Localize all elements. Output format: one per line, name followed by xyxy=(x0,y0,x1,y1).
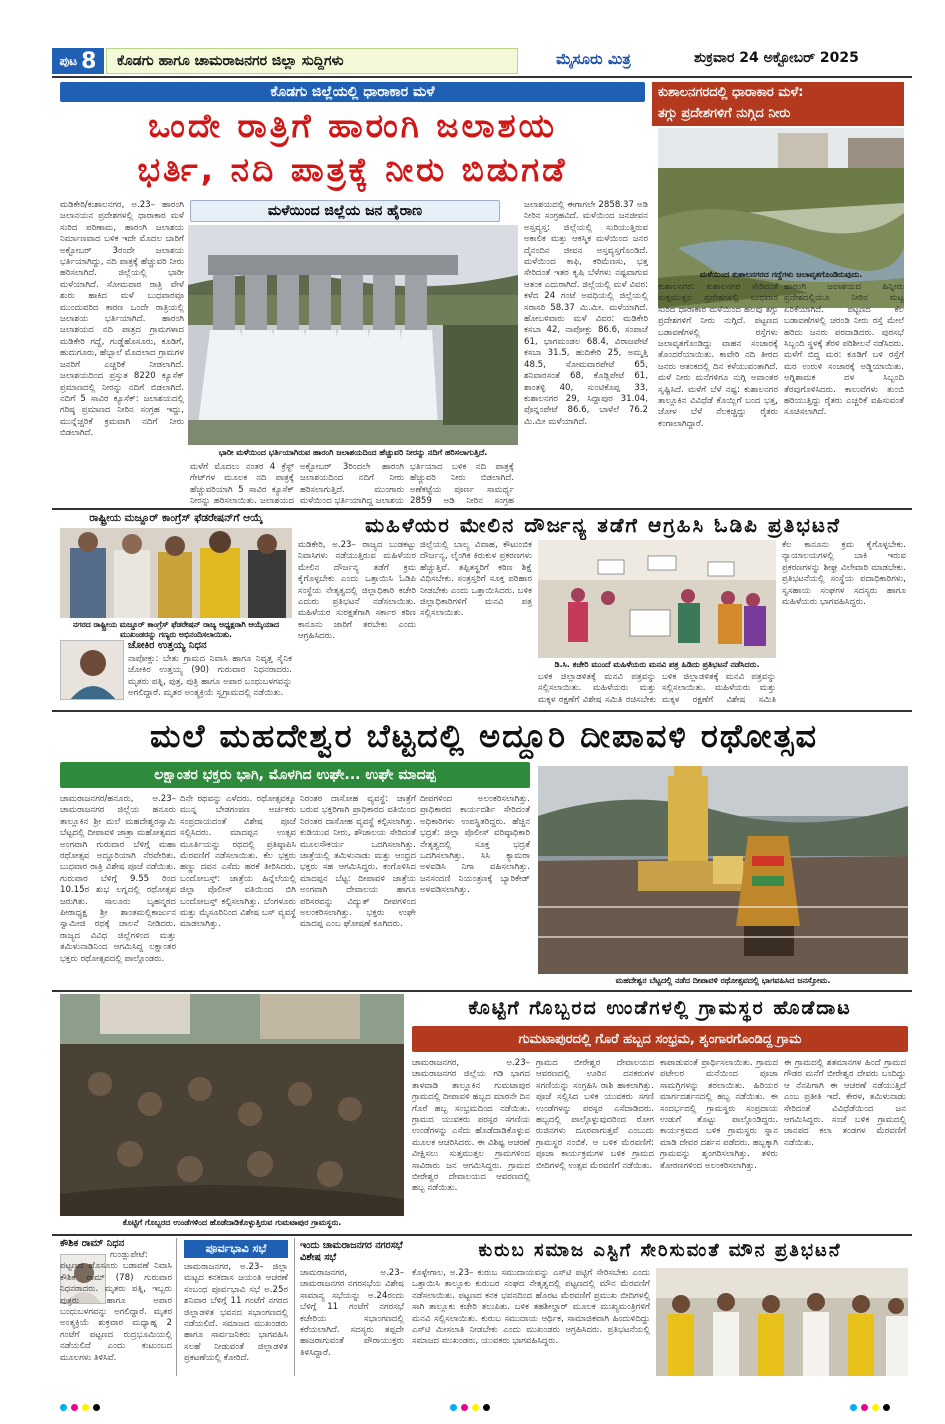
section-rule-2 xyxy=(52,710,912,712)
protest-body-col4: ಕೆಲ ಕಾನೂನು ಕ್ರಮ ಕೈಗೊಳ್ಳಬೇಕು. ನ್ಯಾಯಾಲಯಗಳಲ್ಲಿ ಬಾಕಿ ಇರುವ ಪ್ರಕರಣಗಳನ್ನು ಶೀಘ್ರ ವಿಲೇವಾರಿ ಮಾಡಬೇಕು. ಪ್ರತಿಭಟನೆಯಲ್ಲಿ ಸಂಸ್ಥೆಯ ಪದಾಧಿಕಾರಿಗಳು, ಸ್ವಸಹಾಯ ಸಂಘಗಳ ಸದಸ್ಯರು ಹಾಗೂ ಮಹಿಳೆಯರು ಭಾಗವಹಿಸಿದ್ದರು. xyxy=(782,540,906,608)
silent-protest-illustration xyxy=(656,1268,908,1376)
lead-subhead: ಮಳೆಯಿಂದ ಜಿಲ್ಲೆಯ ಜನ ಹೈರಾಣ xyxy=(190,200,500,222)
flood-photo xyxy=(658,128,904,308)
kuruba-headline: ಕುರುಬ ಸಮಾಜ ಎಸ್ಟಿಗೆ ಸೇರಿಸುವಂತೆ ಮೌನ ಪ್ರತಿಭಟನೆ xyxy=(478,1240,842,1261)
flood-photo-caption: ಮಳೆಯಿಂದ ಕುಶಾಲನಗರದ ಗದ್ದೆಗಳು ಜಲಾವೃತಗೊಂಡಿರುವುದು. xyxy=(699,270,863,279)
rathotsava-kicker: ಲಕ್ಷಾಂತರ ಭಕ್ತರು ಭಾಗಿ, ಮೊಳಗಿದ ಉಘೇ... ಉಘೇ ಮಾದಪ್ಪ xyxy=(60,762,530,788)
rathotsava-photo-caption: ಮಹದೇಶ್ವರ ಬೆಟ್ಟದಲ್ಲಿ ನಡೆದ ದೀಪಾವಳಿ ರಥೋತ್ಸವದಲ್ಲಿ ಭಾಗವಹಿಸಿದ ಜನಸ್ತೋಮ. xyxy=(615,976,831,985)
gorehabba-body-col2: ಗ್ರಾಮದ ಬೀರೇಶ್ವರ ದೇವಾಲಯದ ಆವರಣದಲ್ಲಿ ಊರಿನ ದನಕರುಗಳ ಸಗಣಿಯನ್ನು ಸಂಗ್ರಹಿಸಿ ರಾಶಿ ಹಾಕಲಾಗಿತ್ತು. ಪೂಜೆ ಸಲ್ಲಿಸಿದ ಬಳಿಕ ಯುವಕರು ಸಗಣಿ ಉಂಡೆಗಳನ್ನು ಪರಸ್ಪರ ಎಸೆದಾಡಿದರು. ಹಬ್ಬದಲ್ಲಿ ಪಾಲ್ಗೊಳ್ಳುವುದರಿಂದ ರೋಗ ರುಜಿನಗಳು ದೂರವಾಗುತ್ತವೆ ಎಂಬುದು ಗ್ರಾಮಸ್ಥರ ನಂಬಿಕೆ. ಆ ಬಳಿಕ ಮೆರವಣಿಗೆ: ಪೂಜಾ ಕಾರ್ಯಕ್ರಮಗಳ ಬಳಿಕ ಗ್ರಾಮದ ಬೀದಿಗಳಲ್ಲಿ ಉತ್ಸವ ಮೆರವಣಿಗೆ ನಡೆಯಿತು. xyxy=(536,1058,654,1171)
dam-photo-caption: ಭಾರೀ ಮಳೆಯಿಂದ ಭರ್ತಿಯಾಗಿರುವ ಹಾರಂಗಿ ಜಲಾಶಯದಿಂದ ಹೆಚ್ಚುವರಿ ನೀರನ್ನು ನದಿಗೆ ಹರಿಸಲಾಗುತ್ತಿದೆ. xyxy=(218,448,488,457)
issue-date: ಶುಕ್ರವಾರ 24 ಅಕ್ಟೋಬರ್ 2025 xyxy=(694,50,859,66)
obituary2-text: ಗುಂಡ್ಲುಪೇಟೆ: ಪಟ್ಟಣದ ಹೊಸೂರು ಬಡಾವಣೆ ನಿವಾಸಿ ಕೌಶಿಕ ರಾಮ್ (78) ಗುರುವಾರ ನಿಧನರಾದರು. ಮೃತರು ಪತ್ನಿ, ಇಬ್ಬರು ಪುತ್ರರು ಹಾಗೂ ಅಪಾರ ಬಂಧುಬಳಗವನ್ನು ಅಗಲಿದ್ದಾರೆ. ಮೃತರ ಅಂತ್ಯಕ್ರಿಯೆ ಶುಕ್ರವಾರ ಮಧ್ಯಾಹ್ನ 2 ಗಂಟೆಗೆ ಪಟ್ಟಣದ ರುದ್ರಭೂಮಿಯಲ್ಲಿ ನಡೆಯಲಿದೆ ಎಂದು ಕುಟುಂಬದ ಮೂಲಗಳು ತಿಳಿಸಿವೆ. xyxy=(60,1250,172,1363)
rathotsava-photo xyxy=(538,766,908,974)
section-title: ಕೊಡಗು ಹಾಗೂ ಚಾಮರಾಜನಗರ ಜಿಲ್ಲಾ ಸುದ್ದಿಗಳು xyxy=(106,48,518,74)
registration-marks-right xyxy=(850,1396,894,1415)
gorehabba-photo xyxy=(60,994,404,1216)
lead-body-col4: ಭರ್ತಿಯಾದ ಬಳಿಕ ನದಿ ಪಾತ್ರಕ್ಕೆ ಹೆಚ್ಚುವರಿ ನೀರು ಬಿಡಲಾಗಿದೆ. ಅಣೆಕಟ್ಟೆಯ ಪೂರ್ಣ ಸಾಮರ್ಥ್ಯ 2859 ಅಡಿ ನೀರಿನ ಸಂಗ್ರಹ xyxy=(410,462,514,506)
obituary1-portrait xyxy=(60,640,124,700)
sabhe2-title: ಇಂದು ಚಾಮರಾಜನಗರ ನಗರಸಭೆ ವಿಶೇಷ ಸಭೆ xyxy=(300,1240,403,1263)
lead-body-right: ಜಲಾಶಯದಲ್ಲಿ ಈಗಾಗಲೇ 2858.37 ಅಡಿ ನೀರಿನ ಸಂಗ್ರಹವಿದೆ. ಮಳೆಯಿಂದ ಜನಜೀವನ ಅಸ್ತವ್ಯಸ್ತ: ಜಿಲ್ಲೆಯಲ್ಲಿ ಸುರಿಯುತ್ತಿರುವ ಅಕಾಲಿಕ ಮತ್ತು ಆಕಸ್ಮಿಕ ಮಳೆಯಿಂದ ಜನರ ದೈನಂದಿನ ಜೀವನ ಅಸ್ತವ್ಯಸ್ತಗೊಂಡಿದೆ. ಮಳೆಯಿಂದ ಕಾಫಿ, ಕರಿಮೆಣಸು, ಭತ್ತ ಸೇರಿದಂತೆ ಇತರ ಕೃಷಿ ಬೆಳೆಗಳು ನಷ್ಟವಾಗುವ ಆತಂಕ ಎದುರಾಗಿದೆ. ಜಿಲ್ಲೆಯಲ್ಲಿ ಮಳೆ ವಿವರ: ಕಳೆದ 24 ಗಂಟೆ ಅವಧಿಯಲ್ಲಿ ಜಿಲ್ಲೆಯಲ್ಲಿ ಸರಾಸರಿ 58.37 ಮಿ.ಮೀ. ಮಳೆಯಾಗಿದೆ. ಹೋಬಳಿವಾರು ಮಳೆ ವಿವರ: ಮಡಿಕೇರಿ ಕಸಬಾ 42, ನಾಪೋಕ್ಲು 86.6, ಸಂಪಾಜೆ 61, ಭಾಗಮಂಡಲ 68.4, ವಿರಾಜಪೇಟೆ ಕಸಬಾ 31.5, ಹುದಿಕೇರಿ 25, ಅಮ್ಮತ್ತಿ 48.5, ಸೋಮವಾರಪೇಟೆ 65, ಶನಿವಾರಸಂತೆ 68, ಕೊಡ್ಲಿಪೇಟೆ 61, ಶಾಂತಳ್ಳಿ 40, ಸುಂಟಿಕೊಪ್ಪ 33, ಕುಶಾಲನಗರ 29, ಸಿದ್ದಾಪುರ 31.04, ಪೊನ್ನಂಪೇಟೆ 86.6, ಬಾಳೆಲೆ 76.2 ಮಿ.ಮೀ ಮಳೆಯಾಗಿದೆ. xyxy=(524,200,648,427)
protest-body-col1: ಮಡಿಕೇರಿ, ಅ.23– ರಾಜ್ಯದ ಬುಡಕಟ್ಟು ನಿವಾಸಿಗಳು ನಡೆಯುತ್ತಿರುವ ಮಹಿಳೆಯರ ಮೇಲಿನ ದೌರ್ಜನ್ಯ ತಡೆಗೆ ಕ್ರಮ ಕೈಗೊಳ್ಳಬೇಕು ಎಂದು ಒತ್ತಾಯಿಸಿ ಓಡಿಪಿ ಸಂಸ್ಥೆಯ ನೇತೃತ್ವದಲ್ಲಿ ಜಿಲ್ಲಾಧಿಕಾರಿ ಕಚೇರಿ ಎದುರು ಪ್ರತಿಭಟನೆ ನಡೆಸಲಾಯಿತು. ಮಹಿಳೆಯರ ಸುರಕ್ಷತೆಗಾಗಿ ಸರ್ಕಾರ ಕಠಿಣ ಕಾನೂನು ಜಾರಿಗೆ ತರಬೇಕು ಎಂದು ಆಗ್ರಹಿಸಿದರು. xyxy=(298,540,416,642)
kuruba-text: ಕೊಳ್ಳೇಗಾಲ, ಅ.23– ಕುರುಬ ಸಮುದಾಯವನ್ನು ಎಸ್‌ಟಿ ಪಟ್ಟಿಗೆ ಸೇರಿಸಬೇಕು ಎಂದು ಒತ್ತಾಯಿಸಿ ತಾಲ್ಲೂಕು ಕುರುಬರ ಸಂಘದ ನೇತೃತ್ವದಲ್ಲಿ ಪಟ್ಟಣದಲ್ಲಿ ಮೌನ ಮೆರವಣಿಗೆ ನಡೆಸಲಾಯಿತು. ಪಟ್ಟಣದ ಕನಕ ಭವನದಿಂದ ಹೊರಟ ಮೆರವಣಿಗೆ ಪ್ರಮುಖ ಬೀದಿಗಳಲ್ಲಿ ಸಾಗಿ ತಾಲ್ಲೂಕು ಕಚೇರಿ ತಲುಪಿತು. ಬಳಿಕ ತಹಶೀಲ್ದಾರ್ ಮೂಲಕ ಮುಖ್ಯಮಂತ್ರಿಗಳಿಗೆ ಮನವಿ ಸಲ್ಲಿಸಲಾಯಿತು. ಕುರುಬ ಸಮುದಾಯ ಆರ್ಥಿಕ, ಸಾಮಾಜಿಕವಾಗಿ ಹಿಂದುಳಿದಿದ್ದು ಎಸ್‌ಟಿ ಮೀಸಲಾತಿ ನೀಡಬೇಕು ಎಂದು ಮುಖಂಡರು ಆಗ್ರಹಿಸಿದರು. ಪ್ರತಿಭಟನೆಯಲ್ಲಿ ಸಮಾಜದ ಮುಖಂಡರು, ಯುವಕರು ಭಾಗವಹಿಸಿದ್ದರು. xyxy=(412,1268,650,1347)
column-divider-1 xyxy=(176,1238,177,1376)
dam-illustration xyxy=(188,225,518,445)
protest-illustration xyxy=(538,540,776,658)
kushalnagar-body-col1: ಕುಶಾಲನಗರ: ಕುಶಾಲನಗರ ಸೇರಿದಂತೆ ಸುತ್ತಮುತ್ತಲ ಪ್ರದೇಶಗಳಲ್ಲಿ ಬುಧವಾರ ಸುರಿದ ಧಾರಾಕಾರ ಮಳೆಯಿಂದ ಹಲವು ತಗ್ಗು ಪ್ರದೇಶಗಳಿಗೆ ನೀರು ನುಗ್ಗಿದೆ. ಪಟ್ಟಣದ ಬಡಾವಣೆಗಳಲ್ಲಿ ರಸ್ತೆಗಳು ಜಲಾವೃತಗೊಂಡಿದ್ದು ವಾಹನ ಸಂಚಾರಕ್ಕೆ ತೊಂದರೆಯಾಯಿತು. ಕಾವೇರಿ ನದಿ ತೀರದ ಜನರು ಆತಂಕದಲ್ಲಿ ದಿನ ಕಳೆಯುವಂತಾಗಿದೆ. ಮಳೆ ನೀರು ಮನೆಗಳಿಗೂ ನುಗ್ಗಿ ಅವಾಂತರ ಸೃಷ್ಟಿಸಿದೆ. ಮಳೆಗೆ ಬೆಳೆ ನಷ್ಟ: ಕುಶಾಲನಗರ ತಾಲ್ಲೂಕಿನ ವಿವಿಧೆಡೆ ಕೊಯ್ಲಿಗೆ ಬಂದ ಭತ್ತ, ಜೋಳ ಬೆಳೆ ನೆಲಕಚ್ಚಿದ್ದು ರೈತರು ಕಂಗಾಲಾಗಿದ್ದಾರೆ. xyxy=(658,282,778,429)
gorehabba-photo-caption: ಕೊಟ್ಟಿಗೆ ಗೊಬ್ಬರದ ಉಂಡೆಗಳಿಂದ ಹೊಡೆದಾಡಿಕೊಳ್ಳುತ್ತಿರುವ ಗುಮಟಾಪುರ ಗ್ರಾಮಸ್ಥರು. xyxy=(122,1218,342,1227)
rmcf-photo xyxy=(60,528,292,618)
obituary2-title: ಕೌಶಿಕ ರಾಮ್ ನಿಧನ xyxy=(60,1238,125,1249)
protest-headline: ಮಹಿಳೆಯರ ಮೇಲಿನ ದೌರ್ಜನ್ಯ ತಡೆಗೆ ಆಗ್ರಹಿಸಿ ಓಡಿಪಿ ಪ್ರತಿಭಟನೆ xyxy=(365,513,841,537)
obituary1-text: ನಾಪೋಕ್ಲು: ಬೇತು ಗ್ರಾಮದ ನಿವಾಸಿ ಹಾಗೂ ನಿವೃತ್ತ ಸೈನಿಕ ಚೋಕಿರ ಉತ್ತಯ್ಯ (90) ಗುರುವಾರ ನಿಧನರಾದರು. ಮೃತರು ಪತ್ನಿ, ಪುತ್ರ, ಪುತ್ರಿ ಹಾಗೂ ಅಪಾರ ಬಂಧುಬಳಗವನ್ನು ಅಗಲಿದ್ದಾರೆ. ಮೃತರ ಅಂತ್ಯಕ್ರಿಯೆ ಸ್ವಗ್ರಾಮದಲ್ಲಿ ನಡೆಯಿತು. xyxy=(128,654,292,699)
dung-festival-illustration xyxy=(60,994,404,1216)
group-photo-illustration xyxy=(60,528,292,618)
gorehabba-body-col1: ಚಾಮರಾಜನಗರ, ಅ.23– ಚಾಮರಾಜನಗರ ಜಿಲ್ಲೆಯ ಗಡಿ ಭಾಗದ ತಾಳವಾಡಿ ತಾಲ್ಲೂಕಿನ ಗುಮಟಾಪುರ ಗ್ರಾಮದಲ್ಲಿ ದೀಪಾವಳಿ ಹಬ್ಬದ ಮಾರನೇ ದಿನ ಗೊರೆ ಹಬ್ಬ ಸಂಭ್ರಮದಿಂದ ನಡೆಯಿತು. ಗ್ರಾಮದ ಯುವಕರು ಪರಸ್ಪರ ಸಗಣಿಯ ಉಂಡೆಗಳನ್ನು ಎಸೆದು ಹೊಡೆದಾಡಿಕೊಳ್ಳುವ ಮೂಲಕ ಆಚರಿಸಿದರು. ಈ ವಿಶಿಷ್ಟ ಆಚರಣೆ ವೀಕ್ಷಿಸಲು ಸುತ್ತಮುತ್ತಲ ಗ್ರಾಮಗಳಿಂದ ಸಾವಿರಾರು ಜನ ಆಗಮಿಸಿದ್ದರು. ಗ್ರಾಮದ ಬೀರೇಶ್ವರ ದೇವಾಲಯದ ಆವರಣದಲ್ಲಿ ಹಬ್ಬ ನಡೆಯಿತು. xyxy=(412,1058,530,1194)
section-rule-4 xyxy=(52,1234,912,1236)
rathotsava-headline: ಮಲೆ ಮಹದೇಶ್ವರ ಬೆಟ್ಟದಲ್ಲಿ ಅದ್ದೂರಿ ದೀಪಾವಳಿ ರಥೋತ್ಸವ xyxy=(149,717,819,755)
gorehabba-body-col3: ಕಾಪಾಡುವಂತೆ ಪ್ರಾರ್ಥಿಸಲಾಯಿತು. ಗ್ರಾಮದ ಪಟೇಲರ ಮನೆಯಿಂದ ಪೂಜಾ ಸಾಮಗ್ರಿಗಳನ್ನು ತರಲಾಯಿತು. ಹಿರಿಯರ ಮಾರ್ಗದರ್ಶನದಲ್ಲಿ ಹಬ್ಬ ನಡೆಯಿತು. ಈ ಸಂದರ್ಭದಲ್ಲಿ ಗ್ರಾಮಸ್ಥರು ಸಂಪ್ರದಾಯ ಉಡುಗೆ ತೊಟ್ಟು ಪಾಲ್ಗೊಂಡಿದ್ದರು. ಕಾರ್ಯಕ್ರಮದ ಬಳಿಕ ಗ್ರಾಮಸ್ಥರು ಸ್ನಾನ ಮಾಡಿ ದೇವರ ದರ್ಶನ ಪಡೆದರು. ಹಬ್ಬಕ್ಕಾಗಿ ಗ್ರಾಮವನ್ನು ಶೃಂಗರಿಸಲಾಗಿತ್ತು. ತಳಿರು ತೋರಣಗಳಿಂದ ಅಲಂಕರಿಸಲಾಗಿತ್ತು. xyxy=(660,1058,778,1171)
gorehabba-body-col4: ಈ ಗ್ರಾಮದಲ್ಲಿ ಶತಮಾನಗಳ ಹಿಂದೆ ಗ್ರಾಮದ ಗೌಡರ ಮನೆಗೆ ಬೀರೇಶ್ವರ ದೇವರು ಬಂದಿದ್ದು ಆ ನೆನಪಿಗಾಗಿ ಈ ಆಚರಣೆ ನಡೆಯುತ್ತಿದೆ ಎಂಬ ಪ್ರತೀತಿ ಇದೆ. ಕೇರಳ, ತಮಿಳುನಾಡು ಸೇರಿದಂತೆ ವಿವಿಧೆಡೆಯಿಂದ ಜನ ಆಗಮಿಸಿದ್ದರು. ಸಂಜೆ ಬಳಿಕ ಗ್ರಾಮದಲ್ಲಿ ಜಾನಪದ ಕಲಾ ತಂಡಗಳ ಮೆರವಣಿಗೆ ನಡೆಯಿತು. xyxy=(784,1058,906,1148)
sabhe1-text: ಚಾಮರಾಜನಗರ, ಅ.23– ಜಿಲ್ಲಾ ಮಟ್ಟದ ಕನಕದಾಸ ಜಯಂತಿ ಆಚರಣೆ ಸಂಬಂಧ ಪೂರ್ವಭಾವಿ ಸಭೆ ಅ.25ರ ಶನಿವಾರ ಬೆಳಿಗ್ಗೆ 11 ಗಂಟೆಗೆ ನಗರದ ಜಿಲ್ಲಾಡಳಿತ ಭವನದ ಸಭಾಂಗಣದಲ್ಲಿ ನಡೆಯಲಿದೆ. ಸಮಾಜದ ಮುಖಂಡರು ಹಾಗೂ ಸಾರ್ವಜನಿಕರು ಭಾಗವಹಿಸಿ ಸಲಹೆ ನೀಡುವಂತೆ ಜಿಲ್ಲಾಡಳಿತ ಪ್ರಕಟಣೆಯಲ್ಲಿ ಕೋರಿದೆ. xyxy=(184,1262,288,1364)
rathotsava-body-col3: ನಿರಂತರ ದಾಸೋಹ ವ್ಯವಸ್ಥೆ: ಜಾತ್ರೆಗೆ ಬರುವ ಭಕ್ತರಿಗಾಗಿ ಪ್ರಾಧಿಕಾರದ ವತಿಯಿಂದ ನಿರಂತರ ದಾಸೋಹ ವ್ಯವಸ್ಥೆ ಕಲ್ಪಿಸಲಾಗಿತ್ತು. ಕುಡಿಯುವ ನೀರು, ಶೌಚಾಲಯ ಸೇರಿದಂತೆ ಮೂಲಸೌಕರ್ಯ ಒದಗಿಸಲಾಗಿತ್ತು. ಜಾತ್ರೆಯಲ್ಲಿ ತಮಿಳುನಾಡು ಮತ್ತು ಆಂಧ್ರದ ಭಕ್ತರು ಸಹ ಆಗಮಿಸಿದ್ದರು. ಕಂಗೊಳಿಸಿದ ಮಾದಪ್ಪನ ಬೆಟ್ಟ: ದೀಪಾವಳಿ ಜಾತ್ರೆಯ ಅಂಗವಾಗಿ ದೇವಾಲಯ ಹಾಗೂ ಪರಿಸರವನ್ನು ವಿದ್ಯುತ್ ದೀಪಗಳಿಂದ ಅಲಂಕರಿಸಲಾಗಿತ್ತು. ಭಕ್ತರು ಉಘೇ ಮಾದಪ್ಪ ಎಂಬ ಘೋಷಣೆ ಕೂಗಿದರು. xyxy=(300,794,416,930)
lead-kicker: ಕೊಡಗು ಜಿಲ್ಲೆಯಲ್ಲಿ ಧಾರಾಕಾರ ಮಳೆ xyxy=(60,82,645,102)
section-rule-1 xyxy=(52,508,912,510)
protest-photo-caption: ಡಿ.ಸಿ. ಕಚೇರಿ ಮುಂದೆ ಮಹಿಳೆಯರು ಮನವಿ ಪತ್ರ ಹಿಡಿದು ಪ್ರತಿಭಟನೆ ನಡೆಸಿದರು. xyxy=(554,660,760,669)
registration-marks-center xyxy=(450,1396,494,1415)
rathotsava-body-col2: ದಿನೇ ರಥವನ್ನು ಎಳೆದರು. ರಥೋತ್ಸವಕ್ಕೂ ಮುನ್ನ ಬೇಡಗಂಪಣ ಅರ್ಚಕರು ಸಂಪ್ರದಾಯದಂತೆ ವಿಶೇಷ ಪೂಜೆ ಸಲ್ಲಿಸಿದರು. ಮಾದಪ್ಪನ ಉತ್ಸವ ಮೂರ್ತಿಯನ್ನು ರಥದಲ್ಲಿ ಪ್ರತಿಷ್ಠಾಪಿಸಿ ಮೆರವಣಿಗೆ ನಡೆಸಲಾಯಿತು. ಕೆಲ ಭಕ್ತರು ಹಣ್ಣು ದವನ ಎಸೆದು ಹರಕೆ ತೀರಿಸಿದರು. ಬಂದೋಬಸ್ತ್: ಜಾತ್ರೆಯ ಹಿನ್ನೆಲೆಯಲ್ಲಿ ಜಿಲ್ಲಾ ಪೊಲೀಸ್ ವತಿಯಿಂದ ಬಿಗಿ ಬಂದೋಬಸ್ತ್ ಕಲ್ಪಿಸಲಾಗಿತ್ತು. ಬೆಂಗಳೂರು ಮತ್ತು ಮೈಸೂರಿನಿಂದ ವಿಶೇಷ ಬಸ್ ವ್ಯವಸ್ಥೆ ಮಾಡಲಾಗಿತ್ತು. xyxy=(180,794,296,930)
page-number-badge: ಪುಟ 8 xyxy=(52,48,104,74)
sabhe2-text: ಚಾಮರಾಜನಗರ, ಅ.23– ಚಾಮರಾಜನಗರ ನಗರಸಭೆಯ ವಿಶೇಷ ಸಾಮಾನ್ಯ ಸಭೆಯನ್ನು ಅ.24ರಂದು ಬೆಳಿಗ್ಗೆ 11 ಗಂಟೆಗೆ ನಗರಸಭೆ ಕಚೇರಿಯ ಸಭಾಂಗಣದಲ್ಲಿ ಕರೆಯಲಾಗಿದೆ. ಸದಸ್ಯರು ತಪ್ಪದೇ ಹಾಜರಾಗುವಂತೆ ಪೌರಾಯುಕ್ತರು ತಿಳಿಸಿದ್ದಾರೆ. xyxy=(300,1268,404,1358)
rathotsava-body-col1: ಚಾಮರಾಜನಗರ/ಹನೂರು, ಅ.23– ಚಾಮರಾಜನಗರ ಜಿಲ್ಲೆಯ ಹನೂರು ತಾಲ್ಲೂಕಿನ ಶ್ರೀ ಮಲೆ ಮಹದೇಶ್ವರಸ್ವಾಮಿ ಬೆಟ್ಟದಲ್ಲಿ ದೀಪಾವಳಿ ಜಾತ್ರಾ ಮಹೋತ್ಸವದ ಅಂಗವಾಗಿ ಗುರುವಾರ ಬೆಳಿಗ್ಗೆ ಮಹಾ ರಥೋತ್ಸವ ಅದ್ದೂರಿಯಾಗಿ ನೆರವೇರಿತು. ಬುಧವಾರ ರಾತ್ರಿ ವಿಶೇಷ ಪೂಜೆ ನಡೆಯಿತು. ಗುರುವಾರ ಬೆಳಿಗ್ಗೆ 9.55 ರಿಂದ 10.15ರ ಶುಭ ಲಗ್ನದಲ್ಲಿ ರಥೋತ್ಸವ ಜರುಗಿತು. ಸಾಲೂರು ಬೃಹನ್ಮಠದ ಪೀಠಾಧ್ಯಕ್ಷ ಶ್ರೀ ಶಾಂತಮಲ್ಲಿಕಾರ್ಜುನ ಸ್ವಾಮೀಜಿ ರಥಕ್ಕೆ ಚಾಲನೆ ನೀಡಿದರು. ರಾಜ್ಯದ ವಿವಿಧ ಜಿಲ್ಲೆಗಳಿಂದ ಮತ್ತು ತಮಿಳುನಾಡಿನಿಂದ ಆಗಮಿಸಿದ್ದ ಲಕ್ಷಾಂತರ ಭಕ್ತರು ರಥೋತ್ಸವದಲ್ಲಿ ಪಾಲ್ಗೊಂಡರು. xyxy=(60,794,176,964)
registration-marks-left xyxy=(60,1396,104,1415)
kushalnagar-body-col2: ಹಾರಂಗಿ ಜಲಾಶಯದ ಹಿನ್ನೀರು ಪ್ರದೇಶದಲ್ಲಿಯೂ ನೀರಿನ ಮಟ್ಟ ಏರಿಕೆಯಾಗಿದೆ. ಪಟ್ಟಣದ ಕೆಲ ಬಡಾವಣೆಗಳಲ್ಲಿ ಚರಂಡಿ ನೀರು ರಸ್ತೆ ಮೇಲೆ ಹರಿದು ಜನರು ಪರದಾಡಿದರು. ಪುರಸಭೆ ಸಿಬ್ಬಂದಿ ಸ್ಥಳಕ್ಕೆ ತೆರಳಿ ಪರಿಶೀಲನೆ ನಡೆಸಿದರು. ಮಳೆಗೆ ಬಿದ್ದ ಮರ: ಕೂಡಿಗೆ ಬಳಿ ರಸ್ತೆಗೆ ಮರ ಉರುಳಿ ಸಂಚಾರಕ್ಕೆ ಅಡ್ಡಿಯಾಯಿತು. ಅಗ್ನಿಶಾಮಕ ದಳ ಸಿಬ್ಬಂದಿ ತೆರವುಗೊಳಿಸಿದರು. ಕಾಲುವೆಗಳು ತುಂಬಿ ಹರಿಯುತ್ತಿದ್ದು ರೈತರು ಎಚ್ಚರಿಕೆ ವಹಿಸುವಂತೆ ಸೂಚಿಸಲಾಗಿದೆ. xyxy=(784,282,904,418)
protest-body-col2: ಜಿಲ್ಲೆಯಲ್ಲಿ ಬಾಲ್ಯ ವಿವಾಹ, ಕೌಟುಂಬಿಕ ದೌರ್ಜನ್ಯ, ಲೈಂಗಿಕ ಕಿರುಕುಳ ಪ್ರಕರಣಗಳು ಹೆಚ್ಚುತ್ತಿವೆ. ತಪ್ಪಿತಸ್ಥರಿಗೆ ಕಠಿಣ ಶಿಕ್ಷೆ ವಿಧಿಸಬೇಕು. ಸಂತ್ರಸ್ತರಿಗೆ ಸೂಕ್ತ ಪರಿಹಾರ ನೀಡಬೇಕು ಎಂದು ಒತ್ತಾಯಿಸಿದರು. ಬಳಿಕ ಜಿಲ್ಲಾಧಿಕಾರಿಗಳಿಗೆ ಮನವಿ ಪತ್ರ ಸಲ್ಲಿಸಲಾಯಿತು. xyxy=(420,540,532,619)
rathotsava-body-col4: ದೀಪಗಳಿಂದ ಅಲಂಕರಿಸಲಾಗಿತ್ತು. ಪ್ರಾಧಿಕಾರದ ಕಾರ್ಯದರ್ಶಿ ಸೇರಿದಂತೆ ಅಧಿಕಾರಿಗಳು ಉಪಸ್ಥಿತರಿದ್ದರು. ಹೆಚ್ಚಿನ ಭದ್ರತೆ: ಜಿಲ್ಲಾ ಪೊಲೀಸ್ ವರಿಷ್ಠಾಧಿಕಾರಿ ನೇತೃತ್ವದಲ್ಲಿ ಸೂಕ್ತ ಭದ್ರತೆ ಒದಗಿಸಲಾಗಿತ್ತು. ಸಿಸಿ ಕ್ಯಾಮರಾ ಅಳವಡಿಸಿ ನಿಗಾ ವಹಿಸಲಾಗಿತ್ತು. ಜನಸಂದಣಿ ನಿಯಂತ್ರಣಕ್ಕೆ ಬ್ಯಾರಿಕೇಡ್ ಅಳವಡಿಸಲಾಗಿತ್ತು. xyxy=(420,794,530,896)
portrait-illustration xyxy=(61,641,124,700)
protest-body-col3: ಬಳಿಕ ಜಿಲ್ಲಾಡಳಿತಕ್ಕೆ ಮನವಿ ಪತ್ರವನ್ನು ಸಲ್ಲಿಸಲಾಯಿತು. ಮಹಿಳೆಯರು ಮತ್ತು ಮಕ್ಕಳ ರಕ್ಷಣೆಗೆ ವಿಶೇಷ ಸಮಿತಿ ರಚಿಸಬೇಕು xyxy=(538,672,656,705)
gorehabba-headline: ಕೊಟ್ಟಿಗೆ ಗೊಬ್ಬರದ ಉಂಡೆಗಳಲ್ಲಿ ಗ್ರಾಮಸ್ಥರ ಹೊಡೆದಾಟ xyxy=(468,997,852,1019)
newspaper-name: ಮೈಸೂರು ಮಿತ್ರ xyxy=(556,50,631,68)
protest-photo xyxy=(538,540,776,658)
rmcf-caption: ನಗರದ ರಾಷ್ಟ್ರೀಯ ಮಜ್ದೂರ್ ಕಾಂಗ್ರೆಸ್ ಫೆಡರೇಷನ್ ರಾಜ್ಯ ಅಧ್ಯಕ್ಷರಾಗಿ ಆಯ್ಕೆಯಾದ ಮುಖಂಡರನ್ನು ಗಣ್ಯರು ಅಭಿನಂದಿಸಲಾಯಿತು. xyxy=(72,620,280,639)
obituary1-title: ಚೋಕಿರ ಉತ್ತಯ್ಯ ನಿಧನ xyxy=(128,640,207,651)
kuruba-photo xyxy=(656,1268,908,1376)
lead-body-col1: ಮಡಿಕೇರಿ/ಕುಶಾಲನಗರ, ಅ.23– ಹಾರಂಗಿ ಜಲಾನಯನ ಪ್ರದೇಶಗಳಲ್ಲಿ ಧಾರಾಕಾರ ಮಳೆ ಸುರಿದ ಪರಿಣಾಮ, ಹಾರಂಗಿ ಜಲಾಶಯ ನಿರ್ಮಾಣವಾದ ಬಳಿಕ ಇದೇ ಮೊದಲ ಬಾರಿಗೆ ಅಕ್ಟೋಬರ್ 3ರಂದೇ ಜಲಾಶಯ ಭರ್ತಿಯಾಗಿದ್ದು, ನದಿ ಪಾತ್ರಕ್ಕೆ ಹೆಚ್ಚುವರಿ ನೀರು ಹರಿಸಲಾಗಿದೆ. ಜಿಲ್ಲೆಯಲ್ಲಿ ಭಾರೀ ಮಳೆಯಾಗಿದೆ. ಸೋಮವಾರ ರಾತ್ರಿ ವೇಳೆ ಶುರು ಹಾಕಿದ ಮಳೆ ಬುಧವಾರವೂ ಮುಂದುವರಿದ ಕಾರಣ ಒಂದೇ ರಾತ್ರಿಯಲ್ಲಿ ಜಲಾಶಯ ಭರ್ತಿಯಾಗಿದೆ. ಹಾರಂಗಿ ಜಲಾಶಯದ ನದಿ ಪಾತ್ರದ ಗ್ರಾಮಗಳಾದ ಮಡಿಕೇರಿ ಗದ್ದೆ, ಗುಡ್ಡೆಹೊಸೂರು, ಕೂಡಿಗೆ, ಹುದುಗೂರು, ಹೆಬ್ಬಾಲೆ ಮೊದಲಾದ ಗ್ರಾಮಗಳ ಜನರಿಗೆ ಎಚ್ಚರಿಕೆ ನೀಡಲಾಗಿದೆ. ಜಲಾಶಯದಿಂದ ಪ್ರಸ್ತುತ 8220 ಕ್ಯೂಸೆಕ್ ಪ್ರಮಾಣದಲ್ಲಿ ನೀರನ್ನು ನದಿಗೆ ಬಿಡಲಾಗಿದೆ. ನದಿಗೆ 5 ಸಾವಿರ ಕ್ಯೂಸೆಕ್: ಜಲಾಶಯದಲ್ಲಿ ಗರಿಷ್ಠ ಪ್ರಮಾಣದ ನೀರಿನ ಸಂಗ್ರಹ ಇದ್ದು, ಮುನ್ನೆಚ್ಚರಿಕೆ ಕ್ರಮವಾಗಿ ನದಿಗೆ ನೀರು ಬಿಡಲಾಗಿದೆ. xyxy=(60,200,184,439)
flooded-field-illustration xyxy=(658,128,904,308)
sabhe1-title: ಪೂರ್ವಭಾವಿ ಸಭೆ xyxy=(184,1240,288,1258)
section-rule-3 xyxy=(52,990,912,992)
lead-headline-2: ಭರ್ತಿ, ನದಿ ಪಾತ್ರಕ್ಕೆ ನೀರು ಬಿಡುಗಡೆ xyxy=(137,150,568,189)
lead-body-col3: ಅಕ್ಟೋಬರ್ 3ರಿಂದಲೇ ಹಾರಂಗಿ ಜಲಾಶಯದಿಂದ ನದಿಗೆ ನೀರು ಹರಿಸಲಾಗುತ್ತಿದೆ. ಮುಂಗಾರು ಮಳೆಯಿಂದ ಭರ್ತಿಯಾಗಿದ್ದ ಜಲಾಶಯ xyxy=(300,462,404,506)
lead-headline-1: ಒಂದೇ ರಾತ್ರಿಗೆ ಹಾರಂಗಿ ಜಲಾಶಯ xyxy=(148,106,557,145)
protest-body-col3b: ಬಳಿಕ ಜಿಲ್ಲಾಡಳಿತಕ್ಕೆ ಮನವಿ ಪತ್ರವನ್ನು ಸಲ್ಲಿಸಲಾಯಿತು. ಮಹಿಳೆಯರು ಮತ್ತು ಮಕ್ಕಳ ರಕ್ಷಣೆಗೆ ವಿಶೇಷ ಸಮಿತಿ xyxy=(662,672,776,705)
lead-body-col2: ಮಳೆಗೆ ಮೊದಲು ನಂತರ 4 ಕ್ರೆಸ್ಟ್ ಗೇಟ್‌ಗಳ ಮೂಲಕ ನದಿ ಪಾತ್ರಕ್ಕೆ ಹೆಚ್ಚುವರಿಯಾಗಿ 5 ಸಾವಿರ ಕ್ಯೂಸೆಕ್ ನೀರನ್ನು ಹರಿಸಲಾಯಿತು. ಜಲಾಶಯದ xyxy=(190,462,294,506)
gorehabba-kicker: ಗುಮಟಾಪುರದಲ್ಲಿ ಗೊರೆ ಹಬ್ಬದ ಸಂಭ್ರಮ, ಶೃಂಗಾರಗೊಂಡಿದ್ದ ಗ್ರಾಮ xyxy=(412,1026,908,1052)
rmcf-title: ರಾಷ್ಟ್ರೀಯ ಮಜ್ದೂರ್ ಕಾಂಗ್ರೆಸ್ ಫೆಡರೇಷನ್‌ಗೆ ಆಯ್ಕೆ xyxy=(89,512,263,524)
temple-chariot-illustration xyxy=(538,766,908,974)
dam-photo xyxy=(188,225,518,445)
kushalnagar-kicker: ಕುಶಾಲನಗರದಲ್ಲಿ ಧಾರಾಕಾರ ಮಳೆ: ತಗ್ಗು ಪ್ರದೇಶಗಳಿಗೆ ನುಗ್ಗಿದ ನೀರು xyxy=(652,82,904,126)
column-divider-2 xyxy=(294,1238,295,1376)
masthead-rule xyxy=(52,76,912,78)
